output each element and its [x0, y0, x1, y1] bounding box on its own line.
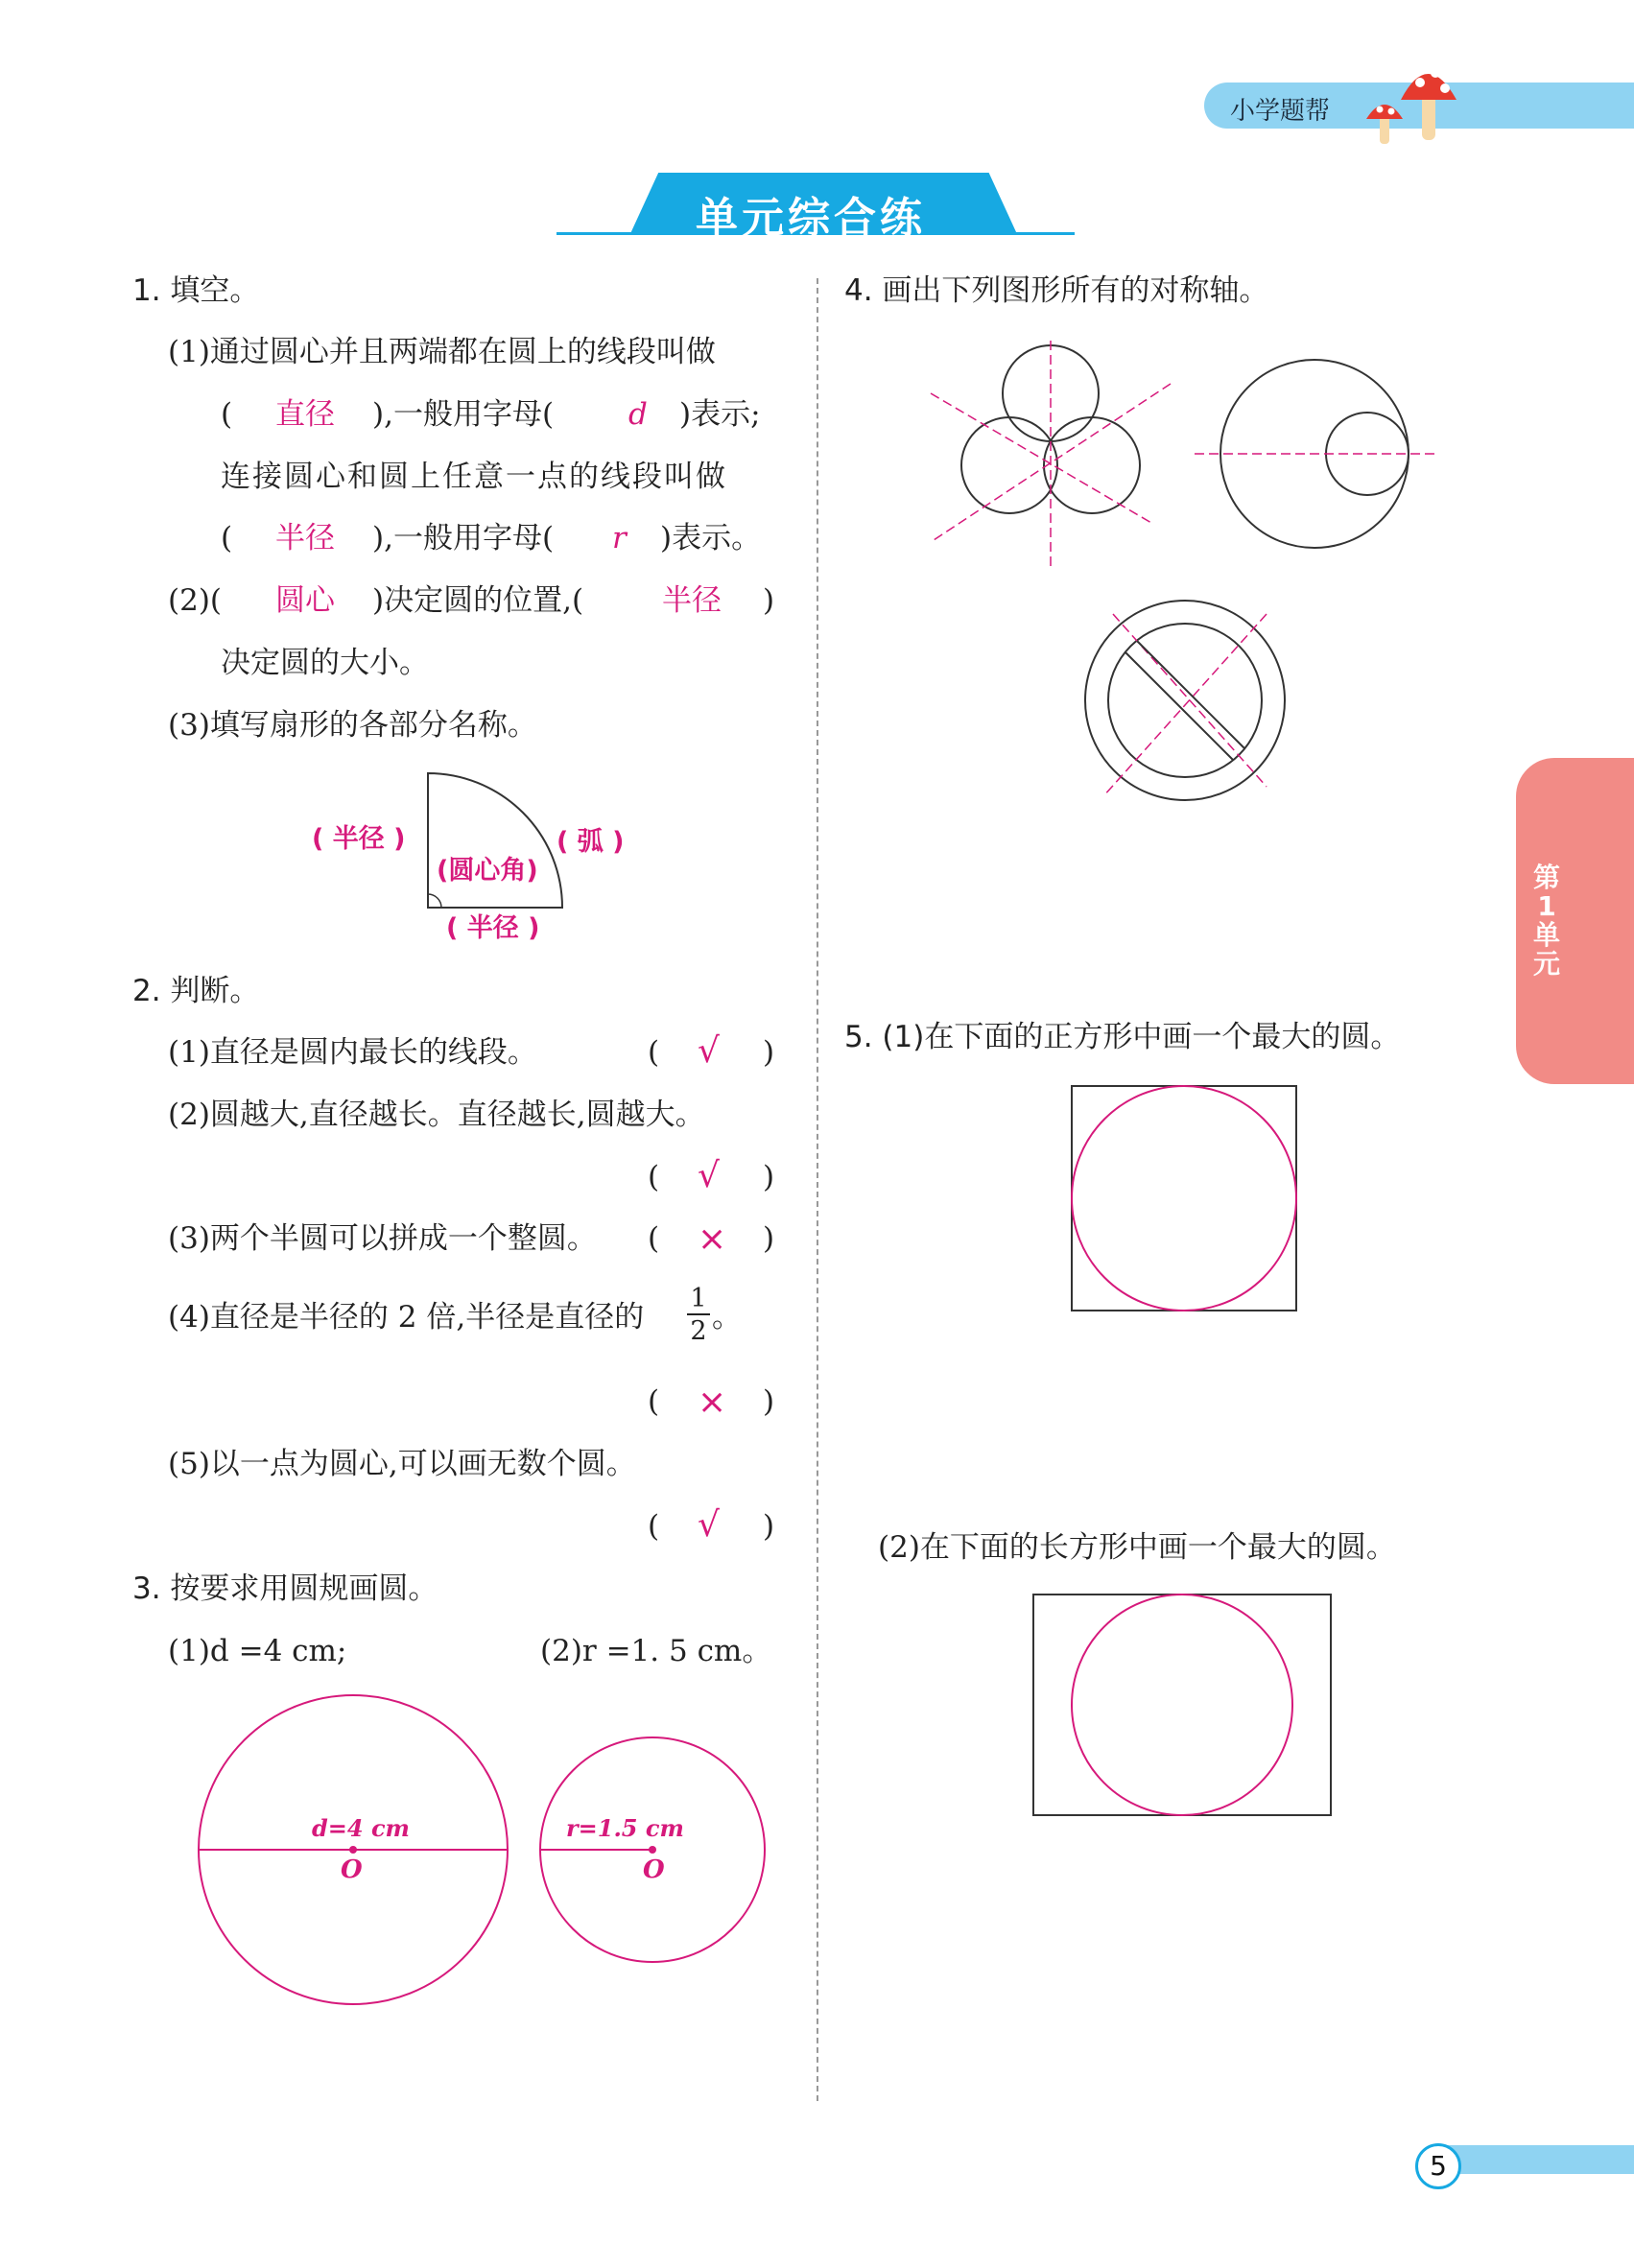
brand-label: 小学题帮	[1230, 97, 1331, 126]
q1-p2-mid: )决定圆的位置,(	[372, 583, 584, 618]
q2-item-4-text: (4)直径是半径的 2 倍,半径是直径的	[168, 1300, 645, 1335]
q1-p1-line3: 连接圆心和圆上任意一点的线段叫做	[221, 460, 727, 494]
q2-item-2-mark: √	[698, 1156, 720, 1195]
q1-p1-line1: (1)通过圆心并且两端都在圆上的线段叫做	[168, 335, 716, 369]
fraction-numerator: 1	[687, 1286, 710, 1315]
label-diameter: d=4 cm	[312, 1814, 410, 1842]
q2-item-5-paren-close: )	[763, 1509, 775, 1544]
q1-p1-l4-mid: ),一般用字母(	[372, 521, 555, 555]
q2-item-5-mark: √	[698, 1505, 720, 1545]
sector-label-bottom-radius: ( 半径 )	[446, 913, 540, 943]
q2-item-3-mark: ×	[698, 1219, 727, 1259]
q3-heading: 3. 按要求用圆规画圆。	[132, 1571, 438, 1606]
answer-letter-r: r	[612, 521, 627, 555]
q2-item-1-text: (1)直径是圆内最长的线段。	[168, 1035, 537, 1070]
page-number: 5	[1415, 2143, 1461, 2189]
q2-heading: 2. 判断。	[132, 974, 260, 1008]
q2-item-4-text-end: 。	[712, 1300, 742, 1335]
q3-sub2: (2)r =1. 5 cm。	[540, 1634, 772, 1668]
q1-p3-line: (3)填写扇形的各部分名称。	[168, 708, 537, 743]
q2-item-3-text: (3)两个半圆可以拼成一个整圆。	[168, 1221, 597, 1256]
q4-heading: 4. 画出下列图形所有的对称轴。	[844, 273, 1269, 308]
q2-item-4-fraction	[687, 1286, 710, 1344]
q1-p1-l4-end: )表示。	[660, 521, 762, 555]
page-number-bar	[1434, 2145, 1634, 2174]
sector-figure	[422, 768, 576, 921]
answer-center: 圆心	[275, 583, 335, 618]
q1-p1-l2-end: )表示;	[679, 397, 761, 432]
circle-diameter-4cm	[192, 1693, 518, 2010]
q1-p1-l2-open: (	[221, 397, 233, 432]
ring-with-bar-figure	[1075, 595, 1295, 806]
answer-radius-2: 半径	[662, 583, 722, 618]
nested-circles-figure	[1190, 355, 1439, 556]
q5-sub2: (2)在下面的长方形中画一个最大的圆。	[878, 1530, 1396, 1565]
q2-item-2-paren-open: (	[648, 1160, 660, 1194]
q2-item-4-paren-close: )	[763, 1384, 775, 1419]
page-title: 单元综合练	[696, 194, 926, 243]
q2-item-3-paren-close: )	[763, 1221, 775, 1256]
q2-item-2-paren-close: )	[763, 1160, 775, 1194]
q1-p1-l4-open: (	[221, 521, 233, 555]
q2-item-5-paren-open: (	[648, 1509, 660, 1544]
fraction-denominator: 2	[690, 1316, 707, 1346]
q2-item-4-paren-open: (	[648, 1384, 660, 1419]
q3-sub1: (1)d =4 cm;	[168, 1634, 347, 1668]
q2-item-1-paren-open: (	[648, 1035, 660, 1070]
circle-radius-1-5cm	[537, 1735, 768, 1965]
answer-letter-d: d	[628, 397, 648, 432]
sector-label-left-radius: ( 半径 )	[312, 824, 406, 854]
q1-p2-open: (2)(	[168, 583, 223, 618]
q2-item-1-paren-close: )	[763, 1035, 775, 1070]
q1-heading: 1. 填空。	[132, 273, 260, 308]
three-circles-figure	[921, 341, 1180, 580]
mushroom-icon	[1353, 56, 1468, 152]
q1-p2-line2: 决定圆的大小。	[221, 646, 429, 680]
label-radius: r=1.5 cm	[566, 1814, 684, 1842]
answer-diameter: 直径	[275, 397, 335, 432]
sector-label-central-angle: (圆心角)	[437, 856, 538, 886]
sector-label-arc: ( 弧 )	[557, 827, 625, 857]
column-divider	[817, 278, 818, 2101]
answer-radius: 半径	[275, 521, 335, 555]
q2-item-3-paren-open: (	[648, 1221, 660, 1256]
q2-item-5-text: (5)以一点为圆心,可以画无数个圆。	[168, 1447, 636, 1481]
unit-side-label: 第1单元	[1532, 862, 1560, 980]
square-with-circle	[1070, 1084, 1300, 1314]
center-label-o-1: O	[341, 1855, 363, 1884]
q2-item-4-mark: ×	[698, 1382, 727, 1422]
rectangle-with-circle	[1031, 1593, 1334, 1818]
q1-p1-l2-mid: ),一般用字母(	[372, 397, 555, 432]
q1-p2-close: )	[763, 583, 775, 618]
q5-heading: 5. (1)在下面的正方形中画一个最大的圆。	[844, 1020, 1401, 1054]
q2-item-1-mark: √	[698, 1031, 720, 1071]
q2-item-2-text: (2)圆越大,直径越长。直径越长,圆越大。	[168, 1098, 705, 1132]
center-label-o-2: O	[643, 1855, 665, 1884]
